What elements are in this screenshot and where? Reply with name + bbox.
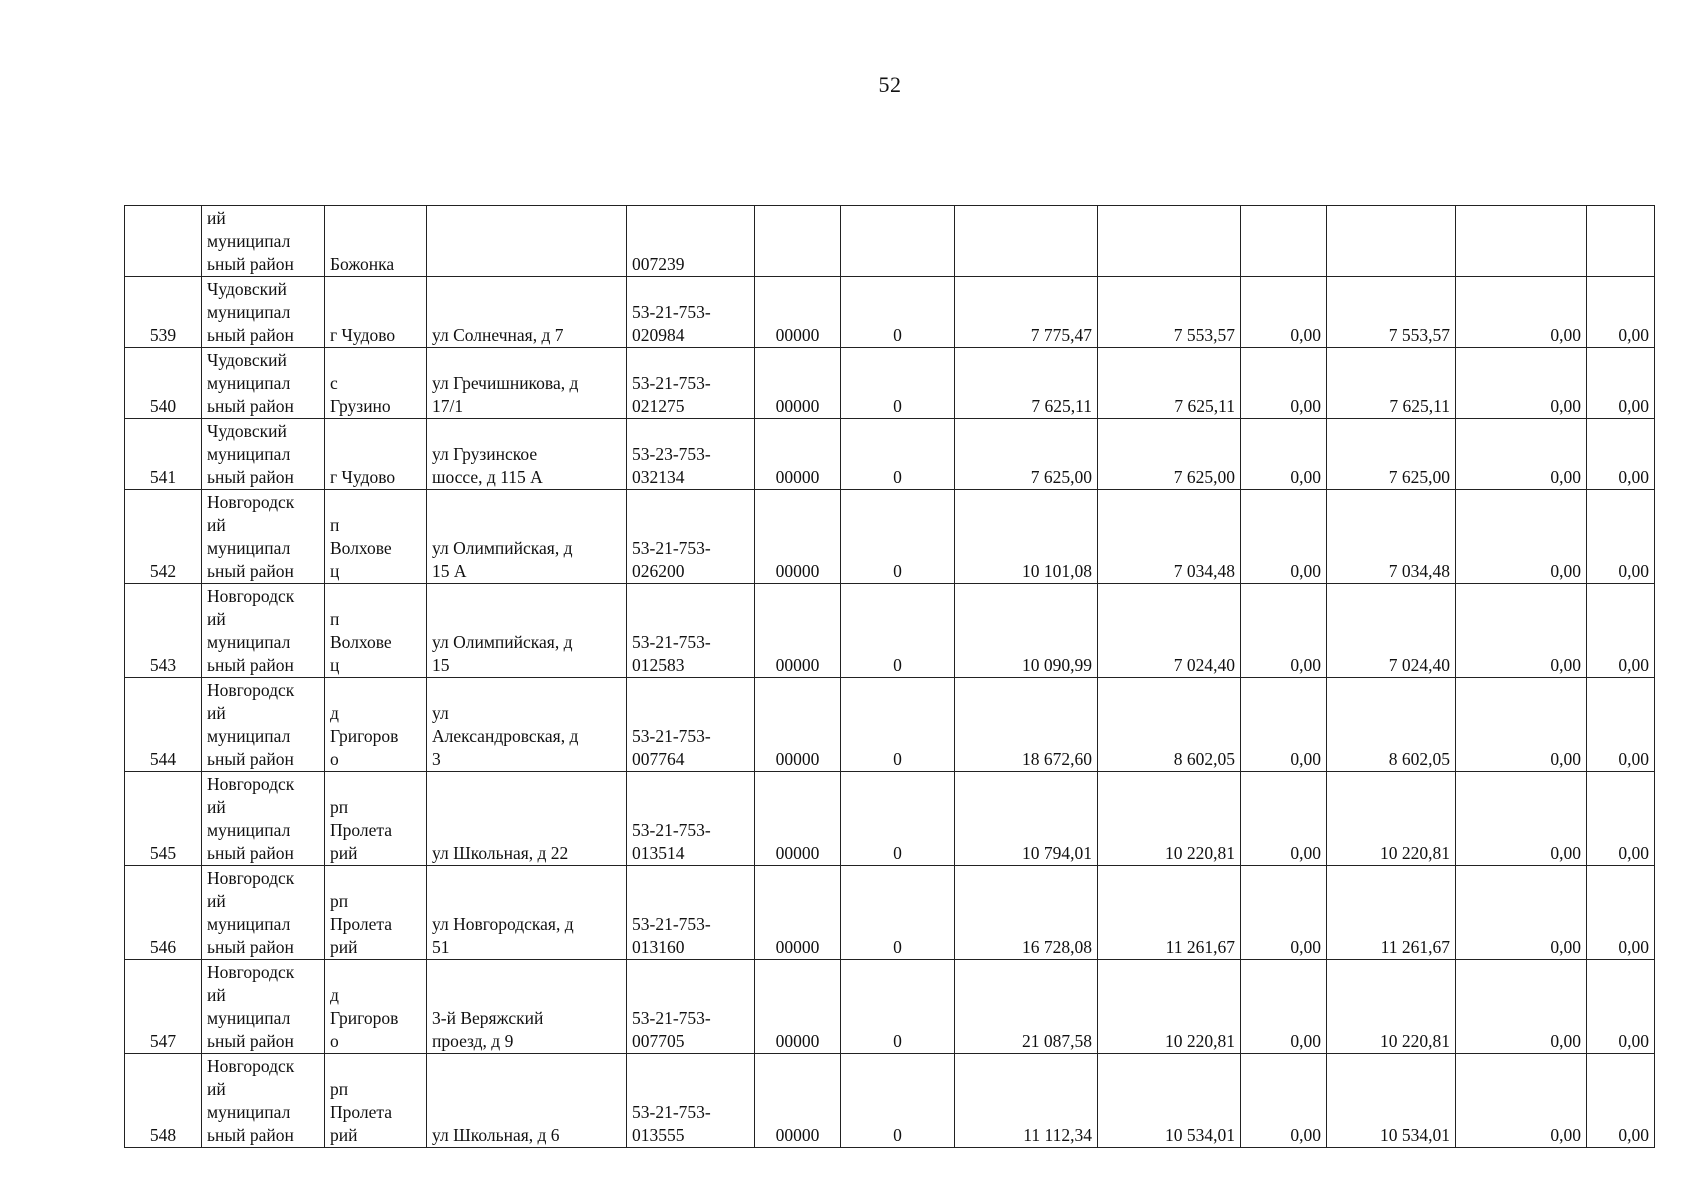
table-row [125,348,1655,419]
amount-cell: 0,00 [1241,348,1327,419]
empty-cell [1587,206,1655,277]
amount-cell: 0,00 [1456,1054,1587,1148]
code-zeros-cell: 00000 [755,678,841,772]
address-cell: ул Гречишникова, д 17/1 [427,348,627,419]
zero-cell: 0 [841,490,955,584]
amount-cell: 0,00 [1456,277,1587,348]
settlement-cell: Божонка [325,206,427,277]
district-cell: Чудовский муниципал ьный район [202,277,325,348]
amount-cell: 0,00 [1587,1054,1655,1148]
address-cell: ул Школьная, д 6 [427,1054,627,1148]
code-zeros-cell: 00000 [755,866,841,960]
amount-cell: 7 553,57 [1327,277,1456,348]
amount-cell: 0,00 [1241,490,1327,584]
table-row [125,584,1655,678]
amount-cell: 16 728,08 [955,866,1098,960]
data-table [124,205,1655,1148]
district-cell: Чудовский муниципал ьный район [202,419,325,490]
settlement-cell: д Григоров о [325,678,427,772]
amount-cell: 8 602,05 [1098,678,1241,772]
address-cell: ул Грузинское шоссе, д 115 А [427,419,627,490]
amount-cell: 11 261,67 [1327,866,1456,960]
settlement-cell: п Волхове ц [325,584,427,678]
amount-cell: 18 672,60 [955,678,1098,772]
amount-cell: 0,00 [1587,419,1655,490]
settlement-cell: г Чудово [325,419,427,490]
amount-cell: 0,00 [1241,584,1327,678]
settlement-cell: рп Пролета рий [325,772,427,866]
amount-cell: 7 024,40 [1098,584,1241,678]
code-zeros-cell: 00000 [755,419,841,490]
zero-cell: 0 [841,678,955,772]
zero-cell: 0 [841,960,955,1054]
amount-cell: 0,00 [1241,1054,1327,1148]
table-row [125,866,1655,960]
amount-cell: 10 220,81 [1327,772,1456,866]
settlement-cell: г Чудово [325,277,427,348]
settlement-cell: п Волхове ц [325,490,427,584]
code-cell: 53-21-753- 013555 [627,1054,755,1148]
amount-cell: 7 034,48 [1327,490,1456,584]
amount-cell: 11 261,67 [1098,866,1241,960]
empty-cell [1098,206,1241,277]
amount-cell: 7 775,47 [955,277,1098,348]
settlement-cell: рп Пролета рий [325,1054,427,1148]
settlement-cell: рп Пролета рий [325,866,427,960]
row-number-cell: 548 [125,1054,202,1148]
amount-cell: 0,00 [1456,678,1587,772]
amount-cell: 0,00 [1587,678,1655,772]
table-row [125,960,1655,1054]
code-zeros-cell: 00000 [755,490,841,584]
amount-cell: 0,00 [1587,277,1655,348]
code-cell: 53-23-753- 032134 [627,419,755,490]
amount-cell: 7 625,11 [1098,348,1241,419]
table-row [125,490,1655,584]
row-number-cell: 541 [125,419,202,490]
amount-cell: 0,00 [1587,584,1655,678]
code-zeros-cell: 00000 [755,277,841,348]
amount-cell: 0,00 [1587,490,1655,584]
amount-cell: 0,00 [1241,960,1327,1054]
amount-cell: 10 534,01 [1327,1054,1456,1148]
amount-cell: 0,00 [1456,772,1587,866]
amount-cell: 0,00 [1587,960,1655,1054]
district-cell: Новгородск ий муниципал ьный район [202,584,325,678]
amount-cell: 7 625,11 [1327,348,1456,419]
amount-cell: 0,00 [1456,348,1587,419]
amount-cell: 0,00 [1241,419,1327,490]
district-cell: Новгородск ий муниципал ьный район [202,866,325,960]
amount-cell: 10 101,08 [955,490,1098,584]
zero-cell: 0 [841,584,955,678]
amount-cell: 10 220,81 [1098,772,1241,866]
code-zeros-cell: 00000 [755,584,841,678]
row-number-cell: 540 [125,348,202,419]
row-number-cell: 542 [125,490,202,584]
table-row [125,678,1655,772]
code-cell: 53-21-753- 020984 [627,277,755,348]
amount-cell: 0,00 [1456,584,1587,678]
code-cell: 53-21-753- 013160 [627,866,755,960]
row-number-cell: 539 [125,277,202,348]
empty-cell [1241,206,1327,277]
zero-cell: 0 [841,277,955,348]
district-cell: Чудовский муниципал ьный район [202,348,325,419]
amount-cell: 0,00 [1456,960,1587,1054]
code-zeros-cell: 00000 [755,1054,841,1148]
amount-cell: 0,00 [1587,348,1655,419]
amount-cell: 0,00 [1241,678,1327,772]
amount-cell: 0,00 [1241,772,1327,866]
code-cell: 53-21-753- 026200 [627,490,755,584]
amount-cell: 0,00 [1587,866,1655,960]
code-zeros-cell: 00000 [755,960,841,1054]
page-number: 52 [878,72,902,97]
district-cell: Новгородск ий муниципал ьный район [202,960,325,1054]
amount-cell: 0,00 [1241,277,1327,348]
amount-cell: 21 087,58 [955,960,1098,1054]
district-cell: ий муниципал ьный район [202,206,325,277]
amount-cell: 0,00 [1456,419,1587,490]
code-cell: 007239 [627,206,755,277]
zero-cell: 0 [841,419,955,490]
amount-cell: 7 625,00 [1098,419,1241,490]
amount-cell: 7 034,48 [1098,490,1241,584]
amount-cell: 7 024,40 [1327,584,1456,678]
empty-cell [841,206,955,277]
code-cell: 53-21-753- 007764 [627,678,755,772]
table-row [125,277,1655,348]
amount-cell: 10 220,81 [1327,960,1456,1054]
amount-cell: 11 112,34 [955,1054,1098,1148]
address-cell: ул Олимпийская, д 15 А [427,490,627,584]
code-zeros-cell: 00000 [755,348,841,419]
empty-cell [1456,206,1587,277]
zero-cell: 0 [841,348,955,419]
address-cell: ул Солнечная, д 7 [427,277,627,348]
amount-cell: 8 602,05 [1327,678,1456,772]
address-cell: 3-й Веряжский проезд, д 9 [427,960,627,1054]
address-cell: ул Новгородская, д 51 [427,866,627,960]
district-cell: Новгородск ий муниципал ьный район [202,678,325,772]
amount-cell: 0,00 [1456,866,1587,960]
row-number-cell: 545 [125,772,202,866]
zero-cell: 0 [841,772,955,866]
zero-cell: 0 [841,1054,955,1148]
settlement-cell: с Грузино [325,348,427,419]
amount-cell: 7 625,11 [955,348,1098,419]
code-cell: 53-21-753- 007705 [627,960,755,1054]
table-body [125,277,1655,1148]
address-cell: ул Олимпийская, д 15 [427,584,627,678]
amount-cell: 0,00 [1456,490,1587,584]
row-number-cell: 543 [125,584,202,678]
amount-cell: 7 625,00 [1327,419,1456,490]
row-number-cell: 544 [125,678,202,772]
code-cell: 53-21-753- 013514 [627,772,755,866]
empty-cell [755,206,841,277]
amount-cell: 10 090,99 [955,584,1098,678]
amount-cell: 7 553,57 [1098,277,1241,348]
table-row [125,1054,1655,1148]
amount-cell: 10 534,01 [1098,1054,1241,1148]
table-row [125,419,1655,490]
row-number-cell [125,206,202,277]
empty-cell [1327,206,1456,277]
amount-cell: 10 794,01 [955,772,1098,866]
district-cell: Новгородск ий муниципал ьный район [202,1054,325,1148]
address-cell: ул Школьная, д 22 [427,772,627,866]
district-cell: Новгородск ий муниципал ьный район [202,772,325,866]
address-cell: ул Александровская, д 3 [427,678,627,772]
empty-cell [955,206,1098,277]
code-cell: 53-21-753- 021275 [627,348,755,419]
amount-cell: 7 625,00 [955,419,1098,490]
table-row [125,772,1655,866]
amount-cell: 10 220,81 [1098,960,1241,1054]
amount-cell: 0,00 [1587,772,1655,866]
code-cell: 53-21-753- 012583 [627,584,755,678]
code-zeros-cell: 00000 [755,772,841,866]
row-number-cell: 547 [125,960,202,1054]
zero-cell: 0 [841,866,955,960]
address-cell [427,206,627,277]
amount-cell: 0,00 [1241,866,1327,960]
row-number-cell: 546 [125,866,202,960]
table-row [125,206,1655,277]
district-cell: Новгородск ий муниципал ьный район [202,490,325,584]
settlement-cell: д Григоров о [325,960,427,1054]
